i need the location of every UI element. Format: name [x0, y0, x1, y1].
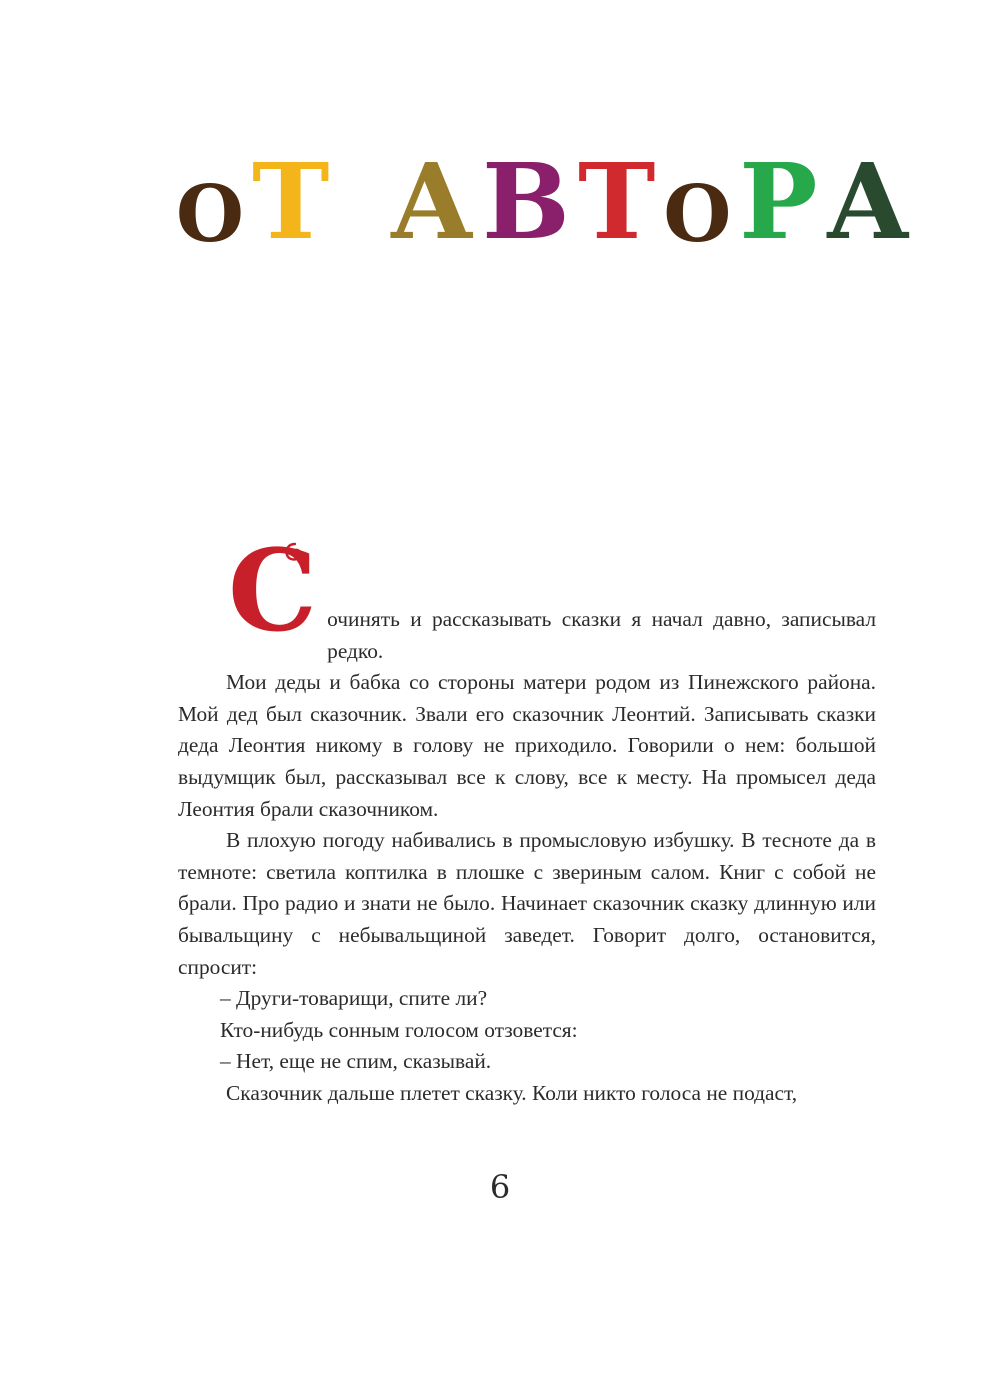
- swirl-icon: [282, 540, 308, 566]
- paragraph-7: Сказочник дальше плетет сказку. Коли никто голоса не подаст,: [226, 1080, 798, 1105]
- body-text: [178, 526, 876, 1110]
- drop-cap: [228, 526, 318, 657]
- dialog-line: – Нет, еще не спим, сказывай.: [220, 1049, 492, 1074]
- title-letter: Т: [577, 140, 656, 263]
- title-word-ot: [176, 140, 337, 263]
- chapter-title: [176, 140, 936, 280]
- paragraph-2: Мои деды и бабка со стороны матери родом из Пинежского района. Мой дед был сказочник. Звали его сказочник Леонтий. Записывать сказки деда Леонтия никому в голову не приходило. Говорили о нем: большой выдумщик был, рассказывал все к слову, все к месту. На промысел деда Леонтия брали сказочником.: [178, 670, 876, 821]
- paragraph-1: [178, 526, 876, 667]
- drop-cap-letter: С: [228, 526, 318, 657]
- paragraph-1-text: очинять и рассказывать сказки я начал давно, записывал редко.: [327, 607, 876, 663]
- title-letter: О: [663, 169, 732, 260]
- title-letter: Р: [739, 140, 818, 263]
- title-letter: А: [825, 140, 911, 263]
- title-letter: О: [176, 169, 244, 260]
- title-word-avtora: [389, 140, 918, 263]
- paragraph-3: В плохую погоду набивались в промысловую избушку. В тесноте да в темноте: светила коптилка в плошке с звериным салом. Книг с собой не брали. Про радио и знати не было. Начинает сказочник сказку длинную или бывальщину с небывальщиной заведет. Говорит долго, остановится, спросит:: [178, 828, 876, 979]
- page-number: 6: [489, 1168, 511, 1206]
- dialog-line: – Други-товарищи, спите ли?: [220, 986, 488, 1011]
- title-letter: Т: [251, 140, 330, 263]
- title-letter: В: [482, 140, 570, 263]
- paragraph-5: Кто-нибудь сонным голосом отзовется:: [220, 1017, 578, 1042]
- title-letter: А: [389, 140, 475, 263]
